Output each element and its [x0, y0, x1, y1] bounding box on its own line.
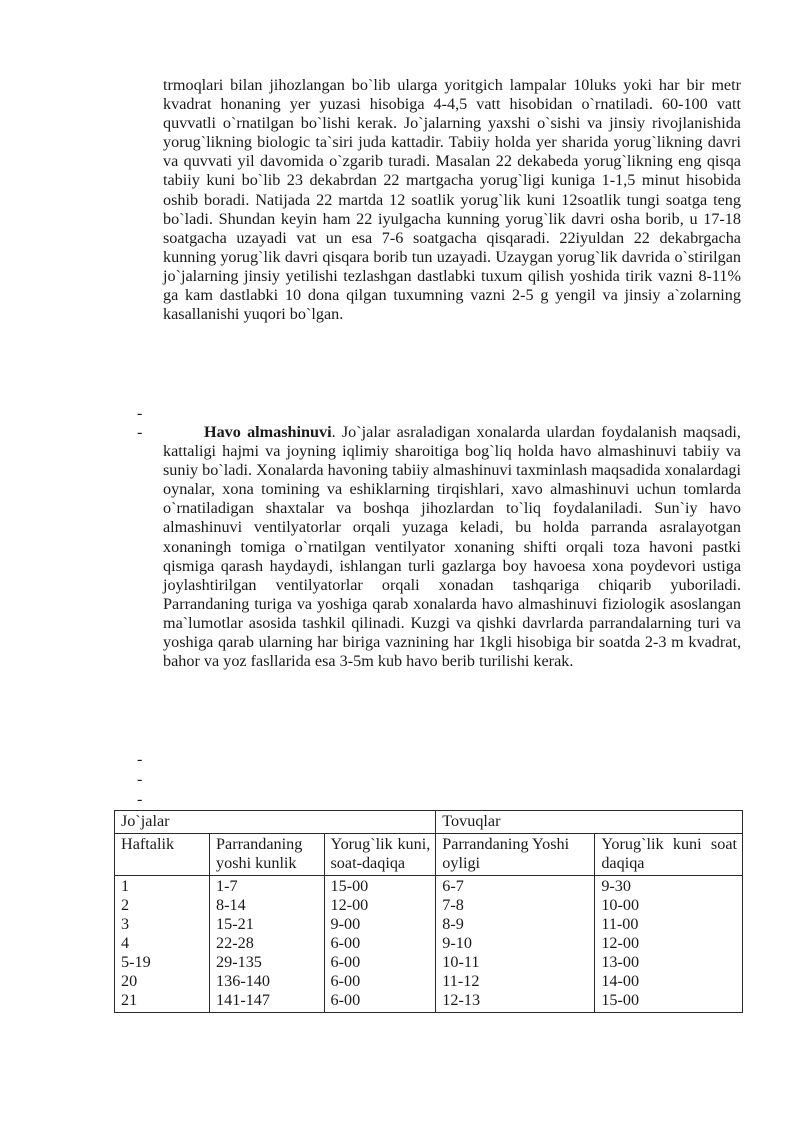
table-cell: 6-00	[330, 972, 361, 990]
table-cell: 15-21	[216, 915, 254, 933]
ventilation-paragraph-text: . Jo`jalar asraladigan xonalarda ulardan foydalanish maqsadi, kattaligi hajmi va joyning iqlimiy sharoitiga bog`liq holda havo almashinuvi tabiiy va suniy bo`ladi. Xonalarda havoning tabiiy almashinuvi taxminlash maqsadida xonalardagi oynalar, xona tomining va eshiklarning tirqishlari, xavo almashinuvi uchun tomlarda o`rnatiladigan shaxtalar va boshqa jihozlardan to`liq foydalaniladi. Sun`iy havo almashinuvi ventilyatorlar orqali yuzaga keladi, bu holda parranda asralayotgan xonaningh tomiga o`rnatilgan ventilyator xonaning shifti orqali toza havoni pastki qismiga qarash haydaydi, ishlangan turli gazlarga boy havoesa xona poydevori ustiga joylashtirilgan ventilyatorlar orqali xonadan tashqariga chiqarib yuboriladi. Parrandaning turiga va yoshiga qarab xonalarda havo almashinuvi fiziologik asoslangan ma`lumotlar asosida tashkil qilinadi. Kuzgi va qishki davrlarda parrandalarning turi va yoshiga qarab ularning har biriga vaznining har 1kgli hisobiga bir soatda 2-3 m kvadrat, bahor va yoz fasllarida esa 3-5m kub havo berib turilishi kerak.	[163, 423, 741, 671]
list-dash: -	[137, 770, 143, 788]
weeks-column-header: Haftalik	[115, 834, 210, 876]
table-cell: 15-00	[601, 991, 640, 1009]
table-cell: 20	[121, 972, 138, 990]
table-cell: 11-12	[442, 972, 480, 990]
table-cell: 29-135	[216, 953, 262, 971]
chicks-group-header: Jo`jalar	[115, 811, 436, 834]
list-dash: -	[137, 790, 143, 808]
lighting-schedule-table	[114, 810, 743, 1013]
table-column-header-row	[115, 834, 743, 876]
table-cell: 141-147	[216, 991, 270, 1009]
table-cell: 9-30	[601, 877, 631, 895]
ventilation-heading: Havo almashinuvi	[204, 423, 332, 441]
chick-light-column	[324, 876, 436, 1013]
hens-group-header: Tovuqlar	[436, 811, 743, 834]
table-group-header-row	[115, 811, 743, 834]
table-cell: 9-10	[442, 934, 472, 952]
table-cell: 8-14	[216, 896, 246, 914]
table-cell: 6-00	[330, 934, 361, 952]
table-cell: 136-140	[216, 972, 270, 990]
table-cell: 22-28	[216, 934, 254, 952]
table-cell: 9-00	[330, 915, 361, 933]
ventilation-paragraph	[163, 423, 741, 671]
lighting-paragraph	[163, 76, 741, 324]
chick-age-column-header: Parrandaning yoshi kunlik	[210, 834, 324, 876]
table-cell: 15-00	[330, 877, 369, 895]
table-body-row	[115, 876, 743, 1013]
table-cell: 6-00	[330, 991, 361, 1009]
table-cell: 10-00	[601, 896, 640, 914]
table-cell: 12-00	[601, 934, 640, 952]
table-cell: 12-00	[330, 896, 369, 914]
table-cell: 12-13	[442, 991, 481, 1009]
chick-age-column	[210, 876, 324, 1013]
hen-light-column	[595, 876, 743, 1013]
table-cell: 7-8	[442, 896, 464, 914]
hen-age-column-header: Parrandaning Yoshi oyligi	[436, 834, 595, 876]
table-cell: 21	[121, 991, 138, 1009]
table-cell: 1	[121, 877, 130, 895]
table-cell: 11-00	[601, 915, 639, 933]
table-cell: 14-00	[601, 972, 640, 990]
table-cell: 6-7	[442, 877, 464, 895]
table-cell: 2	[121, 896, 130, 914]
table-cell: 1-7	[216, 877, 238, 895]
list-dash: -	[137, 750, 143, 768]
hen-age-column	[436, 876, 595, 1013]
table-cell: 5-19	[121, 953, 151, 971]
table-cell: 8-9	[442, 915, 464, 933]
table-cell: 13-00	[601, 953, 640, 971]
hen-light-column-header: Yorug`lik kuni soat daqiqa	[595, 834, 743, 876]
lighting-paragraph-text: trmoqlari bilan jihozlangan bo`lib ularga yoritgich lampalar 10luks yoki har bir metr kvadrat honaning yer yuzasi hisobiga 4-4,5 vatt hisobidan o`rnatiladi. 60-100 vatt quvvatli o`rnatilgan bo`lishi kerak. Jo`jalarning yaxshi o`sishi va jinsiy rivojlanishida yorug`likning biologic ta`siri juda kattadir. Tabiiy holda yer sharida yorug`likning davri va quvvati yil davomida o`zgarib turadi. Masalan 22 dekabeda yorug`likning eng qisqa tabiiy kuni bo`lib 23 dekabrdan 22 martgacha yorug`ligi kuniga 1-1,5 minut hisobida oshib boradi. Natijada 22 martda 12 soatlik yorug`lik kuni 12soatlik tungi soatga teng bo`ladi. Shundan keyin ham 22 iyulgacha kunning yorug`lik davri osha borib, u 17-18 soatgacha uzayadi vat un esa 7-6 soatgacha qisqaradi. 22iyuldan 22 dekabrgacha kunning yorug`lik davri qisqara borib tun uzayadi. Uzaygan yorug`lik davrida o`stirilgan jo`jalarning jinsiy yetilishi tezlashgan dastlabki tuxum qilish yoshida tirik vazni 8-11% ga kam dastlabki 10 dona qilgan tuxumning vazni 2-5 g yengil va jinsiy a`zolarning kasallanishi yuqori bo`lgan.	[163, 76, 741, 324]
table-cell: 4	[121, 934, 130, 952]
chick-light-column-header: Yorug`lik kuni, soat-daqiqa	[324, 834, 436, 876]
table-cell: 6-00	[330, 953, 361, 971]
list-dash: -	[137, 423, 143, 441]
weeks-column	[115, 876, 210, 1013]
list-dash: -	[137, 404, 143, 422]
table-cell: 10-11	[442, 953, 480, 971]
table-cell: 3	[121, 915, 130, 933]
